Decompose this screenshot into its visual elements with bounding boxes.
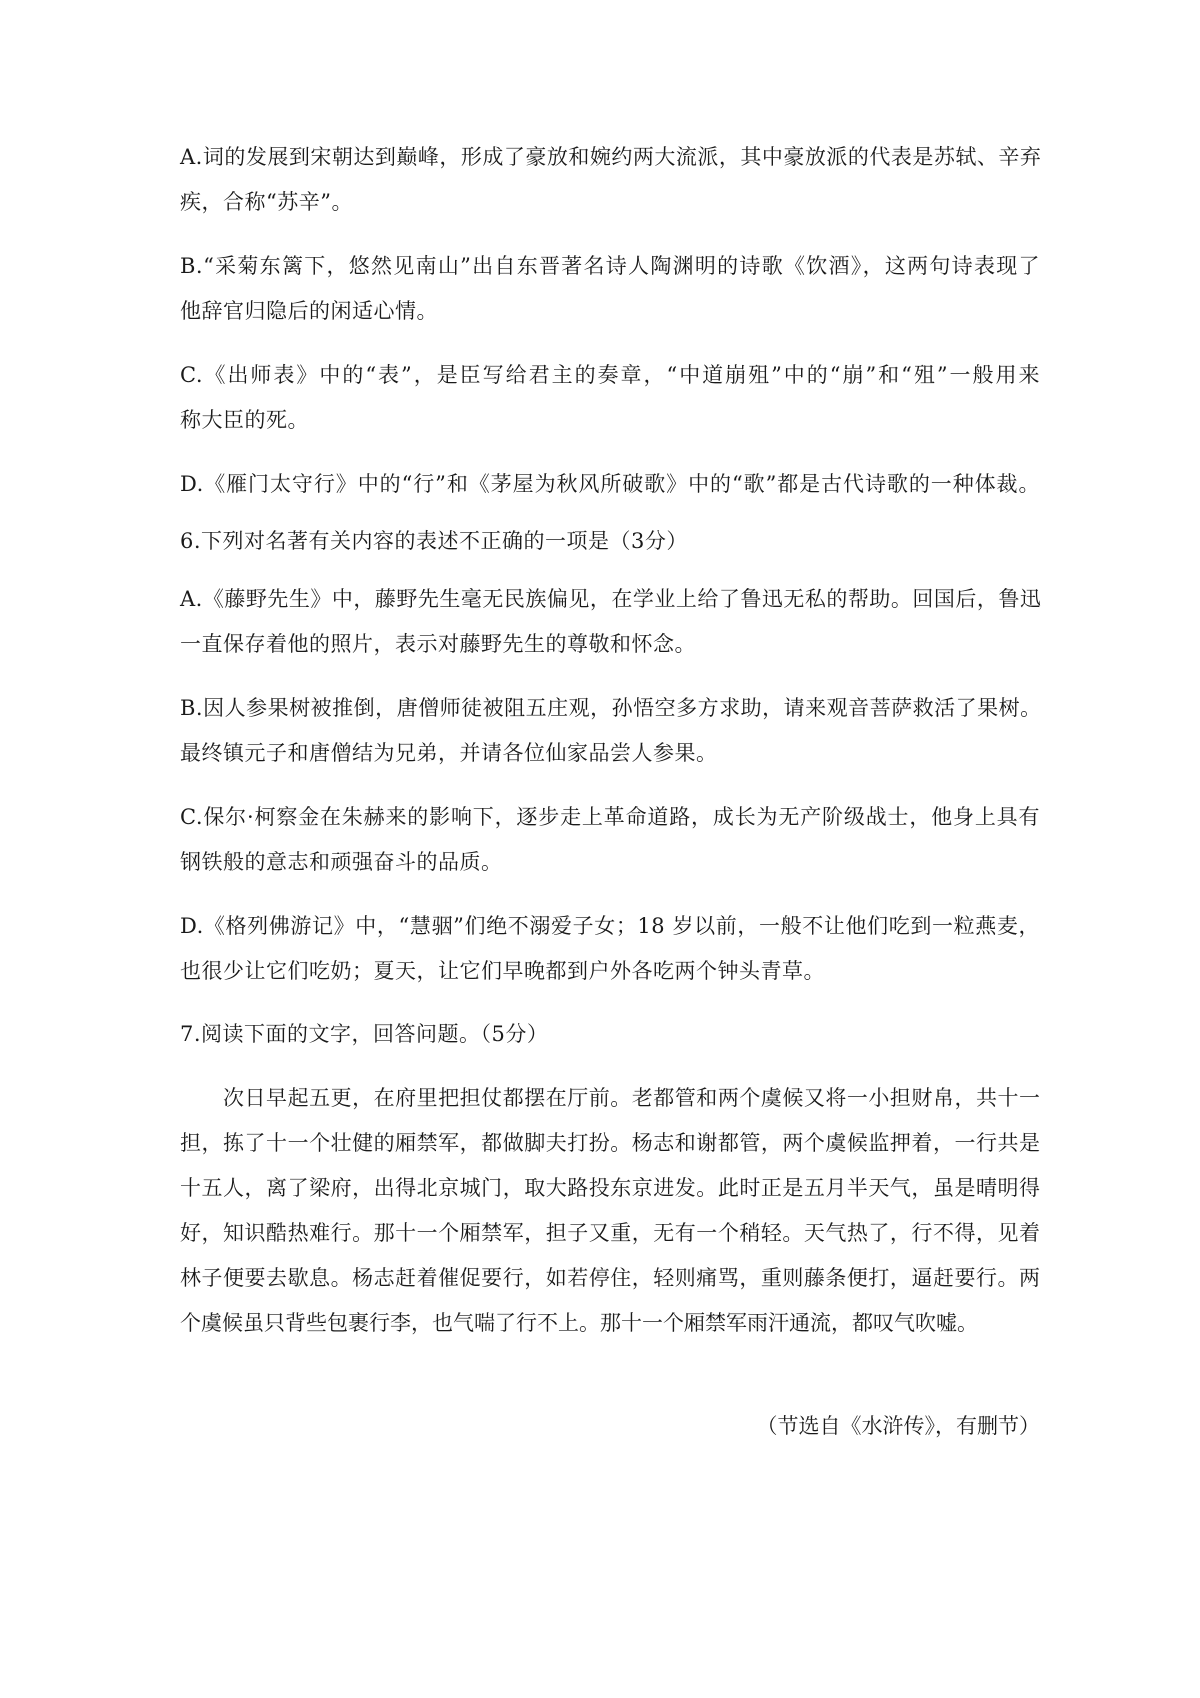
q7-stem <box>180 1012 1040 1057</box>
q5-option-c-line-1: C.《出师表》中的“表”，是臣写给君主的奏章，“中道崩殂”中的“崩”和“殂”一般用来 <box>180 363 1040 387</box>
q6-option-d-line-2: 也很少让它们吃奶；夏天，让它们早晚都到户外各吃两个钟头青草。 <box>180 959 825 983</box>
q7-passage-line-1: 次日早起五更，在府里把担仗都摆在厅前。老都管和两个虞候又将一小担财帛，共十一 <box>180 1086 1040 1110</box>
q5-option-b <box>180 244 1040 334</box>
q5-option-b-line-2: 他辞官归隐后的闲适心情。 <box>180 299 438 323</box>
q6-option-c <box>180 795 1040 885</box>
q5-option-d <box>180 462 1040 507</box>
q6-option-d <box>180 904 1040 994</box>
q5-option-a-line-1: A.词的发展到宋朝达到巅峰，形成了豪放和婉约两大流派，其中豪放派的代表是苏轼、辛弃 <box>180 145 1042 169</box>
q5-option-b-line-1: B.“采菊东篱下，悠然见南山”出自东晋著名诗人陶渊明的诗歌《饮酒》，这两句诗表现了 <box>180 254 1040 278</box>
q6-option-b-line-2: 最终镇元子和唐僧结为兄弟，并请各位仙家品尝人参果。 <box>180 741 718 765</box>
q5-option-c-line-2: 称大臣的死。 <box>180 408 309 432</box>
q6-option-b-line-1: B.因人参果树被推倒，唐僧师徒被阻五庄观，孙悟空多方求助，请来观音菩萨救活了果树。 <box>180 696 1042 720</box>
q7-passage-line-5: 林子便要去歇息。杨志赶着催促要行，如若停住，轻则痛骂，重则藤条便打，逼赶要行。两 <box>180 1266 1040 1290</box>
q7-stem-text: 7.阅读下面的文字，回答问题。（5分） <box>180 1022 549 1046</box>
q6-option-a <box>180 577 1040 667</box>
q7-source-citation: （节选自《水浒传》，有删节） <box>756 1414 1040 1438</box>
q6-stem <box>180 519 1040 564</box>
q6-option-c-line-2: 钢铁般的意志和顽强奋斗的品质。 <box>180 850 503 874</box>
q6-option-a-line-2: 一直保存着他的照片，表示对藤野先生的尊敬和怀念。 <box>180 632 696 656</box>
q7-passage-line-3: 十五人，离了梁府，出得北京城门，取大路投东京进发。此时正是五月半天气，虽是晴明得 <box>180 1176 1040 1200</box>
q7-passage-line-2: 担，拣了十一个壮健的厢禁军，都做脚夫打扮。杨志和谢都管，两个虞候监押着，一行共是 <box>180 1131 1040 1155</box>
q6-option-c-line-1: C.保尔·柯察金在朱赫来的影响下，逐步走上革命道路，成长为无产阶级战士，他身上具有 <box>180 805 1040 829</box>
q6-stem-text: 6.下列对名著有关内容的表述不正确的一项是（3分） <box>180 529 688 553</box>
q7-passage <box>180 1076 1040 1346</box>
q7-passage-line-6: 个虞候虽只背些包裹行李，也气喘了行不上。那十一个厢禁军雨汗通流，都叹气吹嘘。 <box>180 1311 978 1335</box>
q5-option-a-line-2: 疾，合称“苏辛”。 <box>180 190 353 214</box>
q5-option-d-line-1: D.《雁门太守行》中的“行”和《茅屋为秋风所破歌》中的“歌”都是古代诗歌的一种体裁。 <box>180 472 1040 496</box>
q6-option-d-line-1: D.《格列佛游记》中，“慧骃”们绝不溺爱子女；18 岁以前，一般不让他们吃到一粒燕麦， <box>180 914 1040 938</box>
q5-option-c <box>180 353 1040 443</box>
q6-option-a-line-1: A.《藤野先生》中，藤野先生毫无民族偏见，在学业上给了鲁迅无私的帮助。回国后，鲁迅 <box>180 587 1042 611</box>
q6-option-b <box>180 686 1040 776</box>
q5-option-a <box>180 135 1040 225</box>
q7-passage-line-4: 好，知识酷热难行。那十一个厢禁军，担子又重，无有一个稍轻。天气热了，行不得，见着 <box>180 1221 1040 1245</box>
